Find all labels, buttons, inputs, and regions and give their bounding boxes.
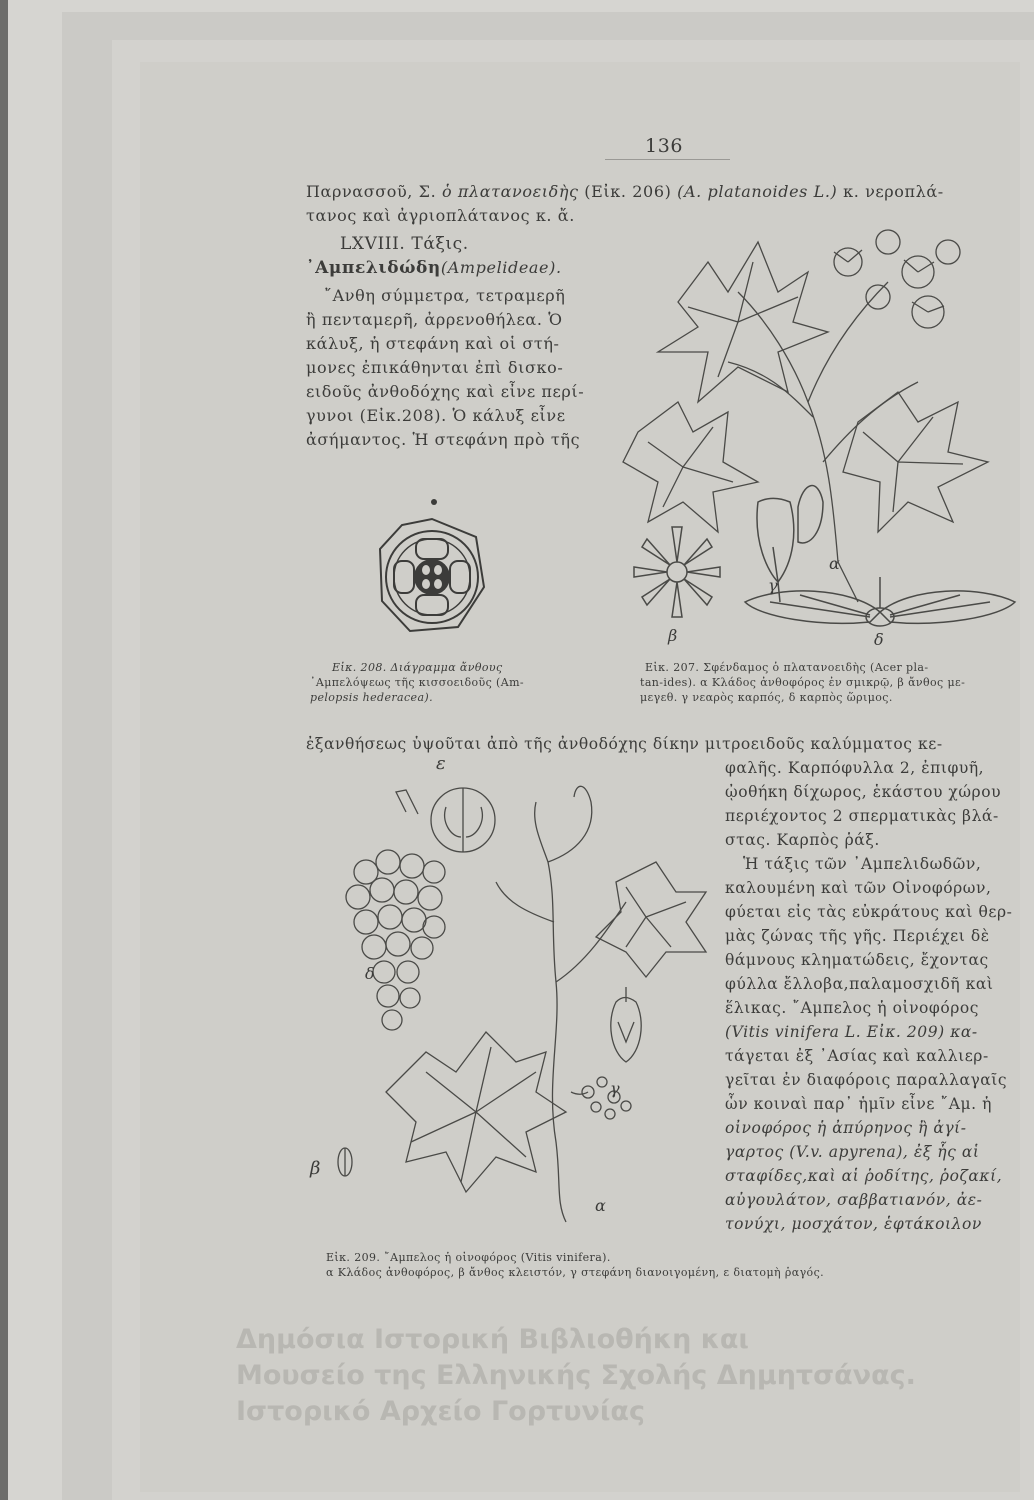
text-line: σταφίδες,καὶ αἱ ῥοδίτης, ῥοζακί, bbox=[725, 1167, 1003, 1185]
text-line: μὰς ζώνας τῆς γῆς. Περιέχει δὲ bbox=[725, 927, 990, 945]
figure-207-caption bbox=[640, 660, 965, 705]
text-line: γεῖται ἐν διαφόροις παραλλαγαῖς bbox=[725, 1071, 1008, 1089]
text-line: ειδοῦς ἀνθοδόχης καὶ εἶνε περί- bbox=[306, 382, 585, 401]
caption-line: tan-ides). α Κλάδος ἀνθοφόρος ἐν σμικρῷ, β ἄνθος με- bbox=[640, 676, 966, 689]
text-line: θάμνους κληματώδεις, ἔχοντας bbox=[725, 951, 989, 969]
latin-name: (A. platanoides L.) bbox=[677, 182, 838, 201]
book-page bbox=[140, 62, 1020, 1492]
text-line: μονες ἐπικάθηνται ἐπὶ δισκο- bbox=[306, 358, 564, 377]
fig207-label-alpha: α bbox=[829, 554, 841, 573]
text-line: οἰνοφόρος ἡ ἀπύρηνος ἢ ἀγί- bbox=[725, 1119, 967, 1137]
order-heading bbox=[306, 256, 562, 280]
caption-line: α Κλάδος ἀνθοφόρος, β ἄνθος κλειστόν, γ στεφάνη διανοιγομένη, ε διατομὴ ῥαγός. bbox=[326, 1266, 825, 1279]
library-watermark bbox=[236, 1322, 916, 1430]
watermark-line: Ιστορικό Αρχείο Γορτυνίας bbox=[236, 1396, 645, 1427]
caption-line: μεγεθ. γ νεαρὸς καρπός, δ καρπὸς ὥριμος. bbox=[640, 691, 893, 704]
text-line: γυνοι (Εἰκ.208). Ὁ κάλυξ εἶνε bbox=[306, 406, 566, 425]
full-width-line: ἐξανθήσεως ὑψοῦται ἀπὸ τῆς ἀνθοδόχης δίκην μιτροειδοῦς καλύμματος κε- bbox=[306, 735, 943, 753]
maple-flower-detail bbox=[632, 517, 722, 637]
paragraph-2 bbox=[725, 756, 1012, 1236]
fig207-label-delta: δ bbox=[874, 630, 885, 649]
figure-ref: (Εἰκ. 206) bbox=[578, 182, 678, 201]
fig207-label-beta: β bbox=[668, 626, 678, 645]
fig209-label-gamma: γ bbox=[610, 1079, 621, 1098]
figure-208-caption bbox=[310, 660, 524, 705]
fig209-label-beta: β bbox=[310, 1158, 322, 1179]
species-name: ὁ πλατανοειδὴς bbox=[441, 182, 579, 201]
caption-line: pelopsis hederacea). bbox=[310, 691, 434, 704]
text-line: ὧν κοιναὶ παρ᾿ ἡμῖν εἶνε ῎Αμ. ἡ bbox=[725, 1095, 992, 1113]
text-line: ἕλικας. ῎Αμπελος ἡ οἰνοφόρος bbox=[725, 999, 979, 1017]
order-latin: (Ampelideae). bbox=[440, 258, 562, 277]
intro-text: Παρνασσοῦ, Σ. bbox=[306, 182, 442, 201]
text-line: φύλλα ἔλλοβα,παλαμοσχιδῆ καὶ bbox=[725, 975, 994, 993]
caption-line: Εἰκ. 209. ῎Αμπελος ἡ οἰνοφόρος (Vitis vinifera). bbox=[326, 1251, 611, 1264]
caption-line: Εἰκ. 207. Σφένδαμος ὁ πλατανοειδὴς (Acer pla- bbox=[645, 661, 929, 674]
fig207-label-gamma: γ bbox=[768, 576, 779, 595]
text-line: φαλῆς. Καρπόφυλλα 2, ἐπιφυῆ, bbox=[725, 759, 985, 777]
figure-209-caption bbox=[326, 1250, 824, 1280]
order-name: ᾿Αμπελιδώδη bbox=[306, 258, 441, 278]
text-line: ᾠοθήκη δίχωρος, ἑκάστου χώρου bbox=[725, 783, 1002, 801]
intro-line-2: τανος καὶ ἀγριοπλάτανος κ. ἄ. bbox=[306, 206, 575, 225]
text-line: τάγεται ἐξ ᾿Ασίας καὶ καλλιερ- bbox=[725, 1047, 989, 1065]
watermark-line: Μουσείο της Ελληνικής Σχολής Δημητσάνας. bbox=[236, 1360, 916, 1391]
text-line: Ἡ τάξις τῶν ᾿Αμπελιδωδῶν, bbox=[743, 855, 982, 873]
flower-diagram-figure bbox=[372, 497, 492, 657]
text-line: καλουμένη καὶ τῶν Οἰνοφόρων, bbox=[725, 879, 992, 897]
text-line: γαρτος (V.v. apyrena), ἐξ ἧς αἱ bbox=[725, 1143, 980, 1161]
order-number: LXVIII. Τάξις. bbox=[340, 234, 469, 254]
fig209-label-delta: δ bbox=[365, 964, 376, 983]
watermark-line: Δημόσια Ιστορική Βιβλιοθήκη και bbox=[236, 1324, 749, 1355]
text-line: κάλυξ, ἡ στεφάνη καὶ οἱ στή- bbox=[306, 334, 560, 353]
paragraph-1 bbox=[306, 284, 584, 452]
text-line: τονύχι, μοσχάτον, ἑφτάκοιλον bbox=[725, 1215, 982, 1233]
text-line: φύεται εἰς τὰς εὐκράτους καὶ θερ- bbox=[725, 903, 1013, 921]
page-number-rule bbox=[605, 159, 730, 160]
grape-vine-illustration bbox=[326, 762, 726, 1237]
fig209-label-alpha: α bbox=[595, 1196, 607, 1215]
intro-text-end: κ. νεροπλά- bbox=[837, 182, 944, 201]
text-line: ῎Ανθη σύμμετρα, τετραμερῆ bbox=[324, 286, 566, 305]
text-line: (Vitis vinifera L. Εἰκ. 209) κα- bbox=[725, 1023, 978, 1041]
text-line: ἀσήμαντος. Ἡ στεφάνη πρὸ τῆς bbox=[306, 430, 581, 449]
caption-line: Εἰκ. 208. Διάγραμμα ἄνθους bbox=[332, 661, 503, 674]
fig209-label-epsilon: ε bbox=[436, 753, 447, 774]
text-line: στας. Καρπὸς ῥάξ. bbox=[725, 831, 880, 849]
page-number: 136 bbox=[645, 135, 684, 157]
intro-line-1 bbox=[306, 180, 944, 204]
text-line: ἢ πενταμερῆ, ἀρρενοθήλεα. Ὁ bbox=[306, 310, 563, 329]
caption-line: ᾿Αμπελόψεως τῆς κισσοειδοῦς (Am- bbox=[310, 676, 525, 689]
text-line: περιέχοντος 2 σπερματικὰς βλά- bbox=[725, 807, 999, 825]
text-line: αὐγουλάτον, σαββατιανόν, ἀε- bbox=[725, 1191, 983, 1209]
